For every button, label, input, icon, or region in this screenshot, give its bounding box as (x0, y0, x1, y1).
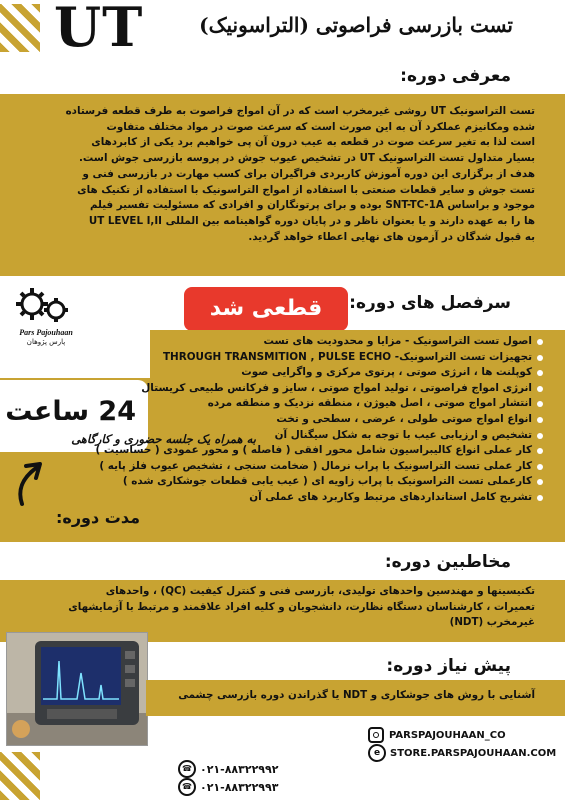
ut-device-illustration (7, 633, 147, 745)
intro-line: بسیار متداول تست التراسونیک UT در تشخیص عیوب جوش در پروسه بازرسی جوش است. (79, 152, 535, 165)
syllabus-heading: سرفصل های دوره: (349, 293, 511, 313)
syllabus-item: کوپلنت ها ، انرژی صوتی ، پرتوی مرکزی و واگرایی صوت (105, 365, 545, 381)
instagram-icon (368, 727, 384, 743)
syllabus-item: اصول تست التراسونیک - مزایا و محدودیت های تست (105, 334, 545, 350)
phone-number: ۰۲۱-۸۸۳۲۲۹۹۳ (200, 780, 279, 794)
intro-line: موجود و براساس SNT-TC-1A بوده و برای پرتونگاران و افرادی که مسئولیت تفسیر فیلم (89, 199, 535, 212)
syllabus-item: انرژی امواج فراصوتی ، تولید امواج صوتی ، سایز و فرکانس طبیعی کریستال (105, 381, 545, 397)
arrow-up-icon (10, 460, 50, 508)
intro-line: تست جوش و سایر قطعات صنعتی با استفاده از امواج التراسونیک با استفاده از تکنیک های (77, 183, 535, 196)
duration-hours: 24 ساعت (5, 396, 136, 427)
intro-line: شده ومکانیزم عملکرد آن به این صورت است که سرعت صوت در مواد مختلف متفاوت (106, 120, 535, 133)
page-title: تست بازرسی فراصوتی (التراسونیک) (199, 13, 513, 37)
syllabus-item: تجهیزات تست التراسونیک- THROUGH TRANSMITION , PULSE ECHO (105, 350, 545, 366)
footer-stripe-decoration (0, 752, 40, 800)
syllabus-item: کار عملی تست التراسونیک با پراب نرمال ( ضخامت سنجی ، تشخیص عیوب فلز پایه ) (105, 459, 545, 475)
intro-text (15, 104, 535, 245)
website-icon: e (368, 744, 386, 762)
intro-line: هدف از برگزاری این دوره آموزش کاربردی فراگیران برای کسب مهارت در بازرسی فنی و (82, 167, 535, 180)
instagram-handle: PARSPAJOUHAAN_CO (389, 729, 506, 741)
syllabus-item: کارعملی تست التراسونیک با پراب زاویه ای ( عیب یابی قطعات جوشکاری شده ) (105, 474, 545, 490)
prereq-text: آشنایی با روش های جوشکاری و NDT یا گذراندن دوره بازرسی چشمی (178, 689, 535, 701)
intro-heading: معرفی دوره: (400, 66, 511, 86)
intro-line: به قبول شدگان در آزمون های نهایی اعطاء خواهد گردید. (248, 230, 535, 243)
syllabus-item: تشریح کامل استانداردهای مرتبط وکاربرد های عملی آن (105, 490, 545, 506)
phone-icon: ☎ (178, 760, 196, 778)
duration-label: مدت دوره: (55, 508, 140, 527)
logo-text-fa: پارس پژوهان (26, 338, 66, 346)
audience-line: تکنیسینها و مهندسین واحدهای تولیدی، بازرسی فنی و کنترل کیفیت (QC) ، واحدهای (105, 585, 535, 597)
audience-heading: مخاطبین دوره: (384, 552, 511, 572)
intro-section (0, 94, 565, 276)
phone-contact-1[interactable] (178, 760, 278, 778)
audience-line: تعمیرات ، کارشناسان دستگاه نظارت، دانشجویان و کلیه افراد علاقمند و مرتبط با آزمایشهای (68, 600, 535, 613)
gear-logo-icon (12, 284, 80, 332)
duration-note: به همراه یک جلسه حضوری و کارگاهی (71, 432, 256, 446)
status-badge (184, 287, 348, 331)
website-contact[interactable] (368, 744, 556, 762)
syllabus-item: کار عملی انواع کالیبراسیون شامل محور افقی ( فاصله ) و محور عمودی ( حساسیت ) (105, 443, 545, 459)
company-logo (12, 284, 80, 348)
syllabus-list (95, 334, 545, 506)
prereq-section (146, 680, 565, 716)
intro-line: تست التراسونیک UT روشی غیرمخرب است که در آن امواج فراصوت به طرف قطعه فرستاده (65, 105, 535, 117)
syllabus-item: تشخیص و ارزیابی عیب با توجه به شکل سیگنال آن (105, 428, 545, 444)
header-stripe-decoration (0, 4, 40, 52)
syllabus-item: انواع امواج صوتی طولی ، عرضی ، سطحی و تخت (105, 412, 545, 428)
ultrasonic-device-photo (6, 632, 148, 746)
intro-line: است لذا به تغیر سرعت صوت در قطعه به عیب درون آن پی خواهیم برد یکی از کابردهای (91, 136, 535, 149)
logo-text-en: Pars Pajouhaan (19, 328, 73, 337)
intro-line: ها را به عهده دارند و یا بعنوان ناظر و در پایان دوره گواهینامه بین المللی UT LEVEL I,II (88, 214, 535, 227)
phone-icon: ☎ (178, 778, 196, 796)
title-ut: UT (54, 0, 144, 59)
status-badge-label: قطعی شد (209, 296, 323, 321)
phone-number: ۰۲۱-۸۸۳۲۲۹۹۲ (200, 762, 279, 776)
website-url: STORE.PARSPAJOUHAAN.COM (390, 747, 557, 759)
phone-contact-2[interactable] (178, 778, 278, 796)
instagram-contact[interactable] (368, 726, 506, 744)
syllabus-item: انتشار امواج صوتی ، اصل هیوژن ، منطقه نزدیک و منطقه مرده (105, 396, 545, 412)
audience-text (15, 584, 535, 631)
prereq-heading: پیش نیاز دوره: (386, 656, 511, 676)
audience-line: غیرمخرب (NDT) (449, 616, 535, 629)
